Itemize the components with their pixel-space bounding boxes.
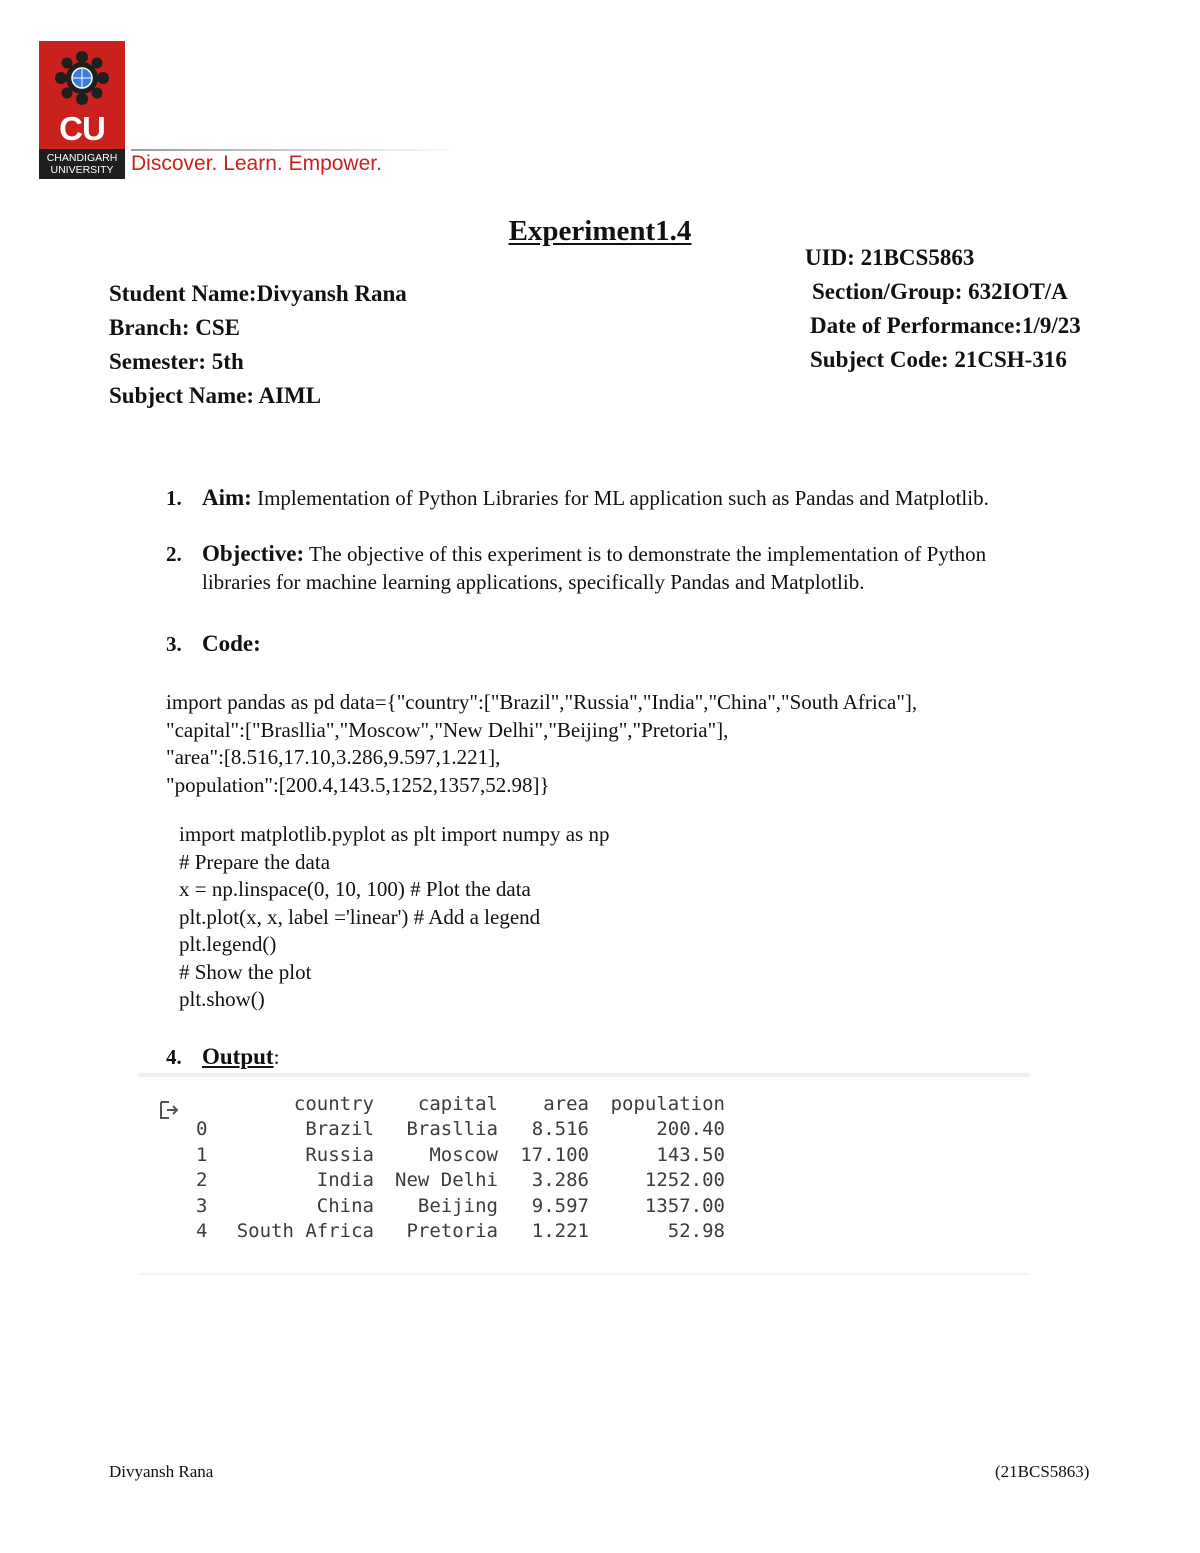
emblem-icon <box>51 47 113 109</box>
student-semester: Semester: 5th <box>109 349 244 374</box>
cell-capital: Brasllia <box>406 1118 498 1141</box>
objective-number: 2. <box>166 542 182 566</box>
row-index: 2 <box>196 1169 208 1192</box>
code-block-matplotlib: import matplotlib.pyplot as plt import numpy as np # Prepare the data x = np.linspace(0, 10, 100) # Plot the data plt.plot(x, x, label ='linear') # Add a legend plt.legend() # Show the plot plt.show() <box>179 822 610 1011</box>
subject-code: Subject Code: 21CSH-316 <box>810 347 1067 372</box>
aim-number: 1. <box>166 486 182 510</box>
output-cell <box>138 1073 1030 1275</box>
cell-area: 9.597 <box>531 1194 589 1217</box>
table-row <box>196 1117 725 1143</box>
cell-country: India <box>316 1169 374 1192</box>
cell-country: South Africa <box>236 1220 374 1243</box>
output-label: Output <box>202 1044 274 1069</box>
university-logo <box>39 41 125 179</box>
cell-population: 52.98 <box>667 1220 725 1243</box>
row-index: 0 <box>196 1118 208 1141</box>
student-name: Student Name:Divyansh Rana <box>109 281 407 306</box>
column-header: country <box>293 1092 374 1115</box>
cell-population: 200.40 <box>656 1118 725 1141</box>
column-header: area <box>543 1092 589 1115</box>
cell-capital: Beijing <box>417 1194 498 1217</box>
footer-author: Divyansh Rana <box>109 1462 214 1481</box>
cell-country: Brazil <box>305 1118 374 1141</box>
section-group: Section/Group: 632IOT/A <box>812 279 1068 304</box>
output-arrow-icon <box>158 1099 180 1121</box>
objective-label: Objective: <box>202 541 305 566</box>
column-header: capital <box>417 1092 498 1115</box>
cell-area: 8.516 <box>531 1118 589 1141</box>
uid: UID: 21BCS5863 <box>805 245 975 270</box>
footer-uid: (21BCS5863) <box>995 1462 1090 1481</box>
output-number: 4. <box>166 1045 182 1069</box>
table-row <box>196 1193 725 1219</box>
table-row <box>196 1219 725 1245</box>
table-header-row <box>196 1091 725 1117</box>
row-index: 4 <box>196 1220 208 1243</box>
table-row <box>196 1142 725 1168</box>
logo-text: CU <box>59 110 105 147</box>
cell-population: 1252.00 <box>644 1169 725 1192</box>
student-info <box>109 277 407 413</box>
cell-area: 17.100 <box>520 1143 589 1166</box>
code-number: 3. <box>166 632 182 656</box>
cell-area: 1.221 <box>531 1220 589 1243</box>
tagline: Discover. Learn. Empower. <box>131 152 382 175</box>
row-index: 3 <box>196 1194 208 1217</box>
column-header: population <box>610 1092 725 1115</box>
page-title: Experiment1.4 <box>508 215 692 247</box>
subject-name: Subject Name: AIML <box>109 383 322 408</box>
cell-population: 143.50 <box>656 1143 725 1166</box>
cell-capital: Moscow <box>429 1143 498 1166</box>
cell-capital: Pretoria <box>406 1220 498 1243</box>
date-of-performance: Date of Performance:1/9/23 <box>810 313 1081 338</box>
objective-text: The objective of this experiment is to demonstrate the implementation of Python libraries for machine learning applications, specifically Pandas and Matplotlib. <box>202 542 987 594</box>
code-label: Code: <box>202 631 261 656</box>
logo-university-name: CHANDIGARH UNIVERSITY <box>39 149 125 179</box>
tagline-divider <box>131 149 461 151</box>
cell-country: China <box>316 1194 374 1217</box>
cell-area: 3.286 <box>531 1169 589 1192</box>
code-block-pandas: import pandas as pd data={"country":["Brazil","Russia","India","China","South Africa"], "capital":["Brasllia","Moscow","New Delhi","Beijing","Pretoria"], "area":[8.516,17.10,3.286,9.597,1.221], "population":[200.4,143.5,1252,1357,52.98]} <box>166 690 918 797</box>
cell-country: Russia <box>305 1143 374 1166</box>
experiment-meta <box>805 241 1081 377</box>
aim-label: Aim: <box>202 485 252 510</box>
dataframe-table <box>196 1091 725 1244</box>
student-branch: Branch: CSE <box>109 315 240 340</box>
row-index: 1 <box>196 1143 208 1166</box>
table-row <box>196 1168 725 1194</box>
aim-text: Implementation of Python Libraries for ML application such as Pandas and Matplotlib. <box>251 486 989 510</box>
cell-population: 1357.00 <box>644 1194 725 1217</box>
cell-capital: New Delhi <box>395 1169 498 1192</box>
